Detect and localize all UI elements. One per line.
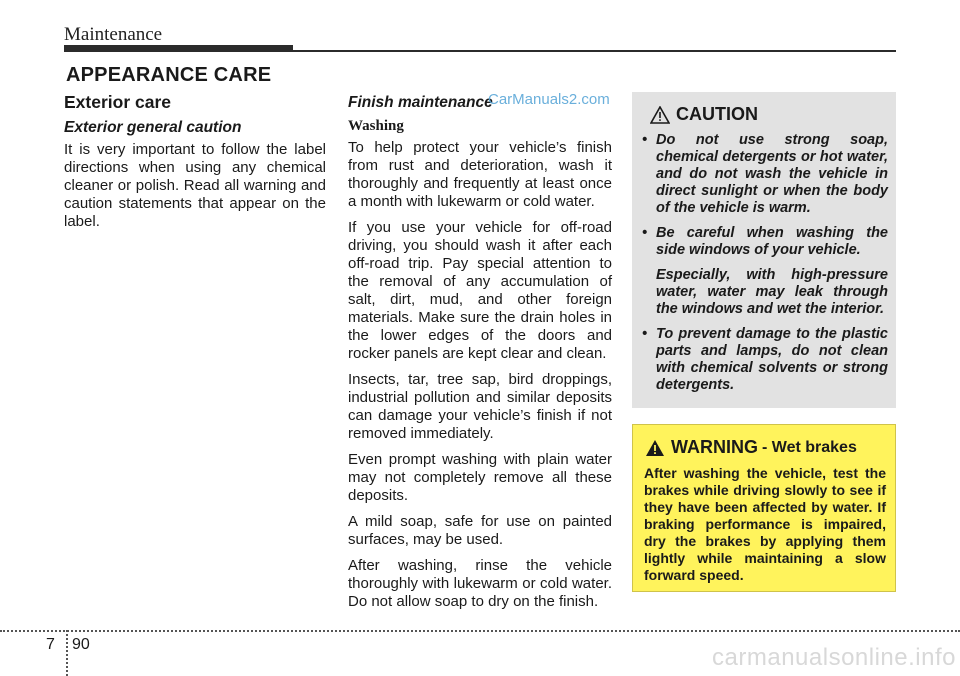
footer-page-number: 90 <box>72 636 90 653</box>
caution-item-extra: Especially, with high-pressure water, water may leak through the windows and wet the interior. <box>656 267 888 317</box>
finish-maintenance-heading: Finish maintenance <box>348 94 493 111</box>
washing-subheading: Washing <box>348 118 404 134</box>
caution-list <box>640 132 888 402</box>
warning-text: After washing the vehicle, test the brakes while driving slowly to see if they have been affected by water. If braking performance is impaired, dry the brakes by applying them lightly while maintaining a slow forward speed. <box>644 465 886 583</box>
exterior-caution-subheading: Exterior general caution <box>64 119 242 136</box>
washing-paragraph-2: If you use your vehicle for off-road driving, you should wash it after each off-road trip. Pay special attention to the removal of any accumulation of salt, dirt, mud, and other foreign materials. Make sure the drain holes in the lower edges of the doors and rocker panels are kept clear and clean. <box>348 219 612 362</box>
section-title: APPEARANCE CARE <box>66 64 272 86</box>
header-title: Maintenance <box>64 24 163 45</box>
caution-item <box>640 326 888 394</box>
caution-triangle-icon <box>650 106 670 124</box>
footer-rule <box>0 630 960 632</box>
warning-title: WARNING <box>671 437 758 457</box>
washing-paragraph-6: After washing, rinse the vehicle thoroughly with lukewarm or cold water. Do not allow soap to dry on the finish. <box>348 557 612 610</box>
watermark-link[interactable]: CarManuals2.com <box>488 91 610 108</box>
header-rule <box>293 50 896 52</box>
caution-item-text: To prevent damage to the plastic parts and lamps, do not clean with chemical solvents or strong detergents. <box>656 326 888 393</box>
bullet-icon: • <box>642 132 648 148</box>
washing-paragraph-5: A mild soap, safe for use on painted surfaces, may be used. <box>348 513 612 548</box>
caution-item-text: Be careful when washing the side windows of your vehicle. <box>656 225 888 258</box>
footer-divider <box>66 630 68 676</box>
washing-paragraph-4: Even prompt washing with plain water may not completely remove all these deposits. <box>348 451 612 504</box>
warning-subtitle: - Wet brakes <box>762 438 857 456</box>
caution-box <box>632 92 896 408</box>
washing-paragraph-3: Insects, tar, tree sap, bird droppings, industrial pollution and similar deposits can damage your vehicle’s finish if not removed immediately. <box>348 371 612 442</box>
caution-item-text: Do not use strong soap, chemical detergents or hot water, and do not wash the vehicle in direct sunlight or when the body of the vehicle is warm. <box>656 132 888 216</box>
footer-site-watermark[interactable]: carmanualsonline.info <box>712 644 956 671</box>
caution-item <box>640 225 888 318</box>
exterior-caution-body: It is very important to follow the label directions when using any chemical cleaner or polish. Read all warning and caution statements that appear on the label. <box>64 141 326 230</box>
footer-chapter-number: 7 <box>46 636 55 653</box>
header-bar <box>64 45 293 52</box>
warning-header <box>645 437 857 458</box>
washing-paragraph-1: To help protect your vehicle’s finish from rust and deterioration, wash it thoroughly and frequently at least once a month with lukewarm or cold water. <box>348 139 612 210</box>
caution-header <box>650 104 758 125</box>
caution-item <box>640 132 888 217</box>
exterior-care-heading: Exterior care <box>64 92 172 112</box>
caution-title: CAUTION <box>676 104 758 124</box>
exterior-care-column <box>64 92 326 239</box>
bullet-icon: • <box>642 326 648 342</box>
warning-triangle-icon <box>645 439 665 457</box>
bullet-icon: • <box>642 225 648 241</box>
finish-maintenance-column <box>348 92 612 619</box>
warning-box <box>632 424 896 592</box>
